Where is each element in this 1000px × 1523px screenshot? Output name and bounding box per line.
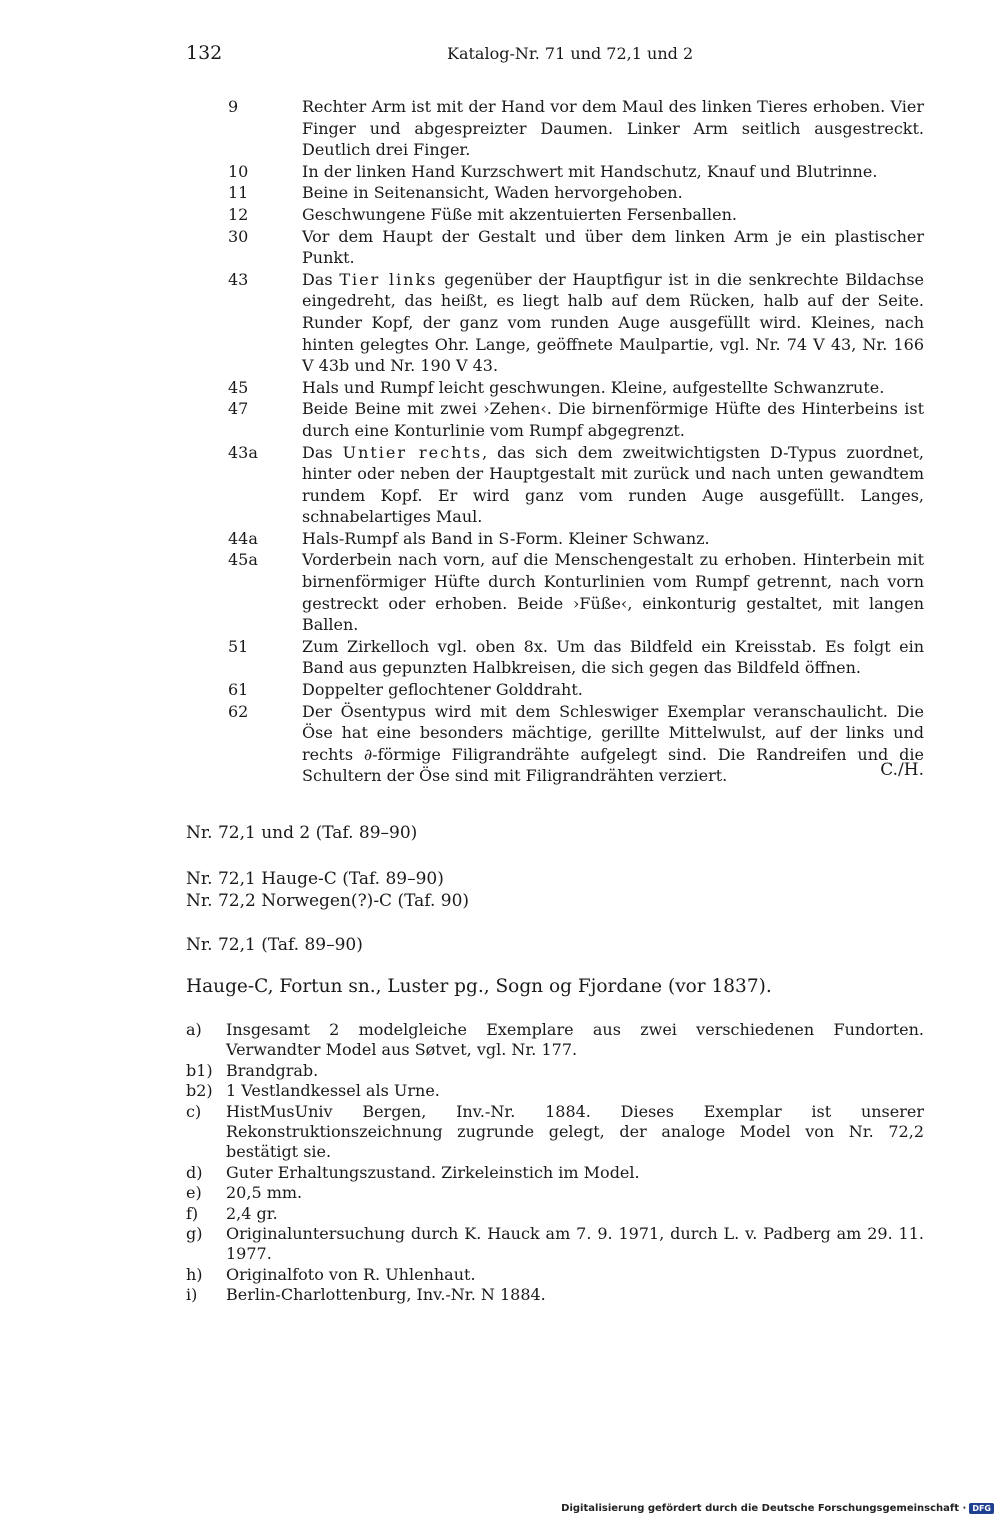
- note-text-segment: Rechter Arm ist mit der Hand vor dem Maul des linken Tieres erhoben. Vier Finger und abgespreizter Daumen. Linker Arm seitlich ausgestreckt. Deutlich drei Finger.: [302, 97, 924, 160]
- item-label: c): [186, 1101, 202, 1121]
- note-row: [228, 679, 924, 701]
- note-number: 62: [228, 701, 249, 721]
- catalog-heading: Nr. 72,1 und 2 (Taf. 89–90): [186, 823, 418, 843]
- note-text-segment: gegenüber der Hauptfigur ist in die senkrechte Bildachse eingedreht, das heißt, es liegt halb auf dem Rücken, halb auf der Seite. Runder Kopf, der ganz vom runden Auge ausgefüllt wird. Kleines, nach hinten gelegtes Ohr. Lange, geöffnete Maulpartie, vgl. Nr. 74 V 43, Nr. 166 V 43b und Nr. 190 V 43.: [302, 269, 925, 376]
- note-text-segment: Vorderbein nach vorn, auf die Menschengestalt zu erhoben. Hinterbein mit birnenförmiger Hüfte durch Konturlinien vom Rumpf getrennt, nach vorn gestreckt oder erhoben. Beide ›Füße‹, einkonturig gestaltet, mit langen Ballen.: [302, 550, 924, 635]
- note-number: 43a: [228, 442, 258, 462]
- item-text: Brandgrab.: [226, 1060, 319, 1080]
- emphasized-term: Tier links: [339, 269, 438, 289]
- item-label: b2): [186, 1081, 213, 1101]
- note-text-segment: Geschwungene Füße mit akzentuierten Fersenballen.: [302, 204, 737, 224]
- note-text-segment: , das sich dem zweitwichtigsten D-Typus zuordnet, hinter oder neben der Hauptgestalt mit zurück und nach unten gewandtem rundem Kopf. Er wird ganz vom runden Auge ausgefüllt. Langes, schnabelartiges Maul.: [302, 442, 925, 527]
- note-text: [302, 442, 924, 528]
- catalog-items: [186, 1020, 924, 1306]
- catalog-subheading-1: Nr. 72,1 Hauge-C (Taf. 89–90): [186, 869, 444, 889]
- note-text: [302, 226, 924, 269]
- note-text-segment: Zum Zirkelloch vgl. oben 8x. Um das Bildfeld ein Kreisstab. Es folgt ein Band aus gepunzten Halbkreisen, die sich gegen das Bildfeld öffnen.: [302, 636, 924, 678]
- note-text-segment: Beide Beine mit zwei ›Zehen‹. Die birnenförmige Hüfte des Hinterbeins ist durch eine Konturlinie vom Rumpf abgegrenzt.: [302, 399, 924, 440]
- note-row: [228, 549, 924, 635]
- note-number: 51: [228, 636, 249, 656]
- note-text-segment: Hals und Rumpf leicht geschwungen. Kleine, aufgestellte Schwanzrute.: [302, 377, 885, 397]
- note-number: 30: [228, 226, 249, 246]
- item-text: 2,4 gr.: [226, 1203, 278, 1223]
- catalog-item: [186, 1163, 924, 1183]
- footer-credit: [561, 1503, 994, 1514]
- item-label: h): [186, 1264, 203, 1284]
- note-text: [302, 204, 924, 226]
- find-place: Hauge-C, Fortun sn., Luster pg., Sogn og Fjordane (vor 1837).: [186, 976, 772, 997]
- catalog-item: [186, 1081, 924, 1101]
- item-label: g): [186, 1224, 203, 1244]
- note-number: 44a: [228, 528, 258, 548]
- note-text: [302, 182, 924, 204]
- item-text: Guter Erhaltungszustand. Zirkeleinstich im Model.: [226, 1162, 640, 1182]
- catalog-subheading-2: Nr. 72,2 Norwegen(?)-C (Taf. 90): [186, 891, 470, 911]
- note-text: [302, 528, 924, 550]
- note-row: [228, 226, 924, 269]
- item-text: 20,5 mm.: [226, 1183, 303, 1203]
- note-number: 43: [228, 269, 249, 289]
- note-text: [302, 701, 924, 787]
- item-text: Berlin-Charlottenburg, Inv.-Nr. N 1884.: [226, 1285, 546, 1305]
- note-row: [228, 161, 924, 183]
- note-text: [302, 549, 924, 635]
- running-title: Katalog-Nr. 71 und 72,1 und 2: [447, 44, 694, 63]
- footer-text: Digitalisierung gefördert durch die Deutsche Forschungsgemeinschaft ·: [561, 1503, 967, 1514]
- note-row: [228, 269, 924, 377]
- note-text: [302, 161, 924, 183]
- note-row: [228, 377, 924, 399]
- note-number: 47: [228, 399, 249, 419]
- page-number: 132: [186, 42, 223, 64]
- note-row: [228, 442, 924, 528]
- note-text-segment: Doppelter geflochtener Golddraht.: [302, 680, 583, 700]
- item-text: 1 Vestlandkessel als Urne.: [226, 1081, 440, 1101]
- note-row: [228, 182, 924, 204]
- note-text: [302, 96, 924, 161]
- note-row: [228, 636, 924, 679]
- note-text-segment: Das: [302, 442, 343, 462]
- item-label: a): [186, 1020, 202, 1039]
- catalog-item: [186, 1061, 924, 1081]
- note-row: [228, 398, 924, 441]
- item-heading: Nr. 72,1 (Taf. 89–90): [186, 935, 363, 955]
- note-text-segment: Vor dem Haupt der Gestalt und über dem linken Arm je ein plastischer Punkt.: [302, 226, 924, 268]
- catalog-item: [186, 1265, 924, 1285]
- note-text: [302, 269, 924, 377]
- note-number: 11: [228, 183, 249, 203]
- catalog-item: [186, 1204, 924, 1224]
- note-row: [228, 96, 924, 161]
- item-text: HistMusUniv Bergen, Inv.-Nr. 1884. Dieses Exemplar ist unserer Rekonstruktionszeichnung zugrunde gelegt, der analoge Model von Nr. 72,2 bestätigt sie.: [226, 1101, 924, 1162]
- note-text-segment: In der linken Hand Kurzschwert mit Handschutz, Knauf und Blutrinne.: [302, 161, 878, 181]
- note-text: [302, 679, 924, 701]
- note-number: 61: [228, 680, 249, 700]
- item-label: e): [186, 1183, 202, 1203]
- item-text: Originalfoto von R. Uhlenhaut.: [226, 1264, 476, 1284]
- note-number: 45: [228, 377, 249, 397]
- item-text: Originaluntersuchung durch K. Hauck am 7. 9. 1971, durch L. v. Padberg am 29. 11. 1977.: [226, 1224, 924, 1264]
- note-text-segment: Das: [302, 269, 340, 289]
- dfg-logo: DFG: [969, 1503, 994, 1514]
- item-text: Insgesamt 2 modelgleiche Exemplare aus zwei verschiedenen Fundorten. Verwandter Model aus Søtvet, vgl. Nr. 177.: [226, 1020, 924, 1060]
- item-label: i): [186, 1285, 198, 1305]
- note-row: [228, 701, 924, 787]
- note-text: [302, 636, 924, 679]
- note-number: 45a: [228, 550, 258, 570]
- note-text-segment: Der Ösentypus wird mit dem Schleswiger Exemplar veranschaulicht. Die Öse hat eine besonders mächtige, gerillte Mittelwulst, auf der links und rechts ∂-förmige Filigrandrähte aufgelegt sind. Die Randreifen und die Schultern der Öse sind mit Filigrandrähten verziert.: [302, 701, 924, 786]
- item-label: d): [186, 1162, 203, 1182]
- catalog-item: [186, 1102, 924, 1163]
- emphasized-term: Untier rechts: [342, 442, 483, 462]
- author-signature: C./H.: [880, 760, 924, 780]
- note-row: [228, 528, 924, 550]
- notes-list: [228, 96, 924, 787]
- note-text-segment: Beine in Seitenansicht, Waden hervorgehoben.: [302, 183, 683, 203]
- note-number: 9: [228, 97, 239, 116]
- note-text: [302, 398, 924, 441]
- note-row: [228, 204, 924, 226]
- note-number: 10: [228, 161, 249, 181]
- note-number: 12: [228, 204, 249, 224]
- catalog-item: [186, 1183, 924, 1203]
- item-label: b1): [186, 1060, 213, 1080]
- catalog-item: [186, 1020, 924, 1061]
- catalog-item: [186, 1224, 924, 1265]
- note-text: [302, 377, 924, 399]
- item-label: f): [186, 1203, 199, 1223]
- catalog-item: [186, 1285, 924, 1305]
- note-text-segment: Hals-Rumpf als Band in S-Form. Kleiner Schwanz.: [302, 528, 710, 548]
